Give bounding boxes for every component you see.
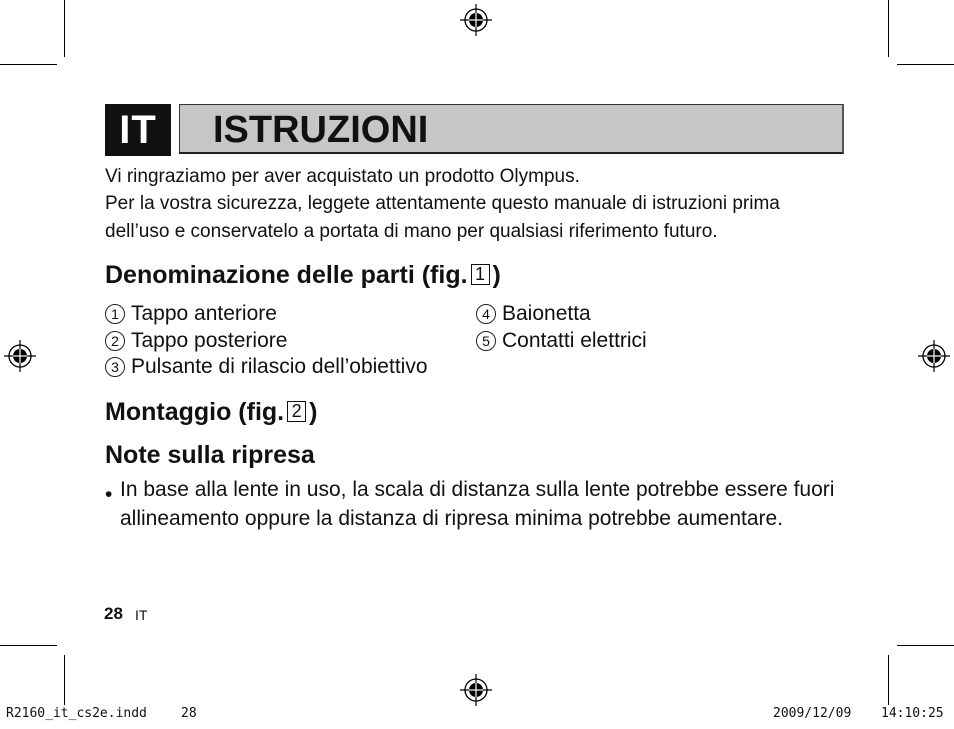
crop-mark-top-left-h (0, 64, 57, 65)
intro-line-1: Vi ringraziamo per aver acquistato un prodotto Olympus. (105, 166, 580, 187)
part-item-4 (476, 302, 591, 326)
page-title: ISTRUZIONI (213, 109, 429, 151)
intro-line-2: Per la vostra sicurezza, leggete attentamente questo manuale di istruzioni prima (105, 193, 780, 214)
crop-mark-top-right-v (888, 0, 889, 57)
language-badge: IT (105, 104, 171, 156)
fig-number-box: 2 (287, 401, 306, 422)
slug-date: 2009/12/09 (773, 706, 852, 721)
circled-number: 1 (105, 304, 125, 324)
part-label: Contatti elettrici (502, 329, 647, 352)
circled-number: 4 (476, 304, 496, 324)
part-label: Tappo posteriore (131, 329, 288, 352)
crop-mark-bottom-left-v (64, 655, 65, 705)
title-bar (179, 104, 844, 154)
registration-mark-top-icon (460, 4, 492, 36)
registration-mark-left-icon (4, 340, 36, 372)
part-label: Baionetta (502, 302, 591, 325)
parts-heading-close: ) (492, 261, 501, 289)
part-item-2 (105, 329, 287, 353)
crop-mark-bottom-right-h (897, 645, 954, 646)
notes-heading: Note sulla ripresa (105, 441, 315, 469)
slug-page: 28 (181, 706, 197, 721)
parts-heading (105, 260, 501, 290)
crop-mark-bottom-left-h (0, 645, 57, 646)
crop-mark-top-left-v (64, 0, 65, 57)
crop-mark-top-right-h (897, 64, 954, 65)
mount-heading-close: ) (309, 398, 318, 426)
footer-language: IT (135, 607, 148, 623)
circled-number: 3 (105, 357, 125, 377)
mount-heading (105, 397, 317, 427)
part-label: Tappo anteriore (131, 302, 277, 325)
slug-time: 14:10:25 (881, 706, 944, 721)
page-number: 28 (104, 604, 123, 623)
bullet-icon: • (105, 483, 113, 506)
parts-heading-text: Denominazione delle parti (fig. (105, 261, 468, 289)
fig-number-box: 1 (471, 264, 490, 285)
intro-line-3: dell’uso e conservatelo a portata di mano per qualsiasi riferimento futuro. (105, 221, 718, 242)
circled-number: 5 (476, 331, 496, 351)
part-item-5 (476, 329, 647, 353)
part-item-1 (105, 302, 277, 326)
part-label: Pulsante di rilascio dell’obiettivo (131, 355, 428, 378)
part-item-3 (105, 355, 428, 379)
notes-line-1: In base alla lente in uso, la scala di distanza sulla lente potrebbe essere fuori (120, 478, 835, 501)
registration-mark-bottom-icon (460, 674, 492, 706)
circled-number: 2 (105, 331, 125, 351)
registration-mark-right-icon (918, 340, 950, 372)
notes-line-2: allineamento oppure la distanza di ripresa minima potrebbe aumentare. (120, 507, 784, 530)
crop-mark-bottom-right-v (888, 655, 889, 705)
slug-file-name: R2160_it_cs2e.indd (6, 706, 147, 721)
mount-heading-text: Montaggio (fig. (105, 398, 285, 426)
